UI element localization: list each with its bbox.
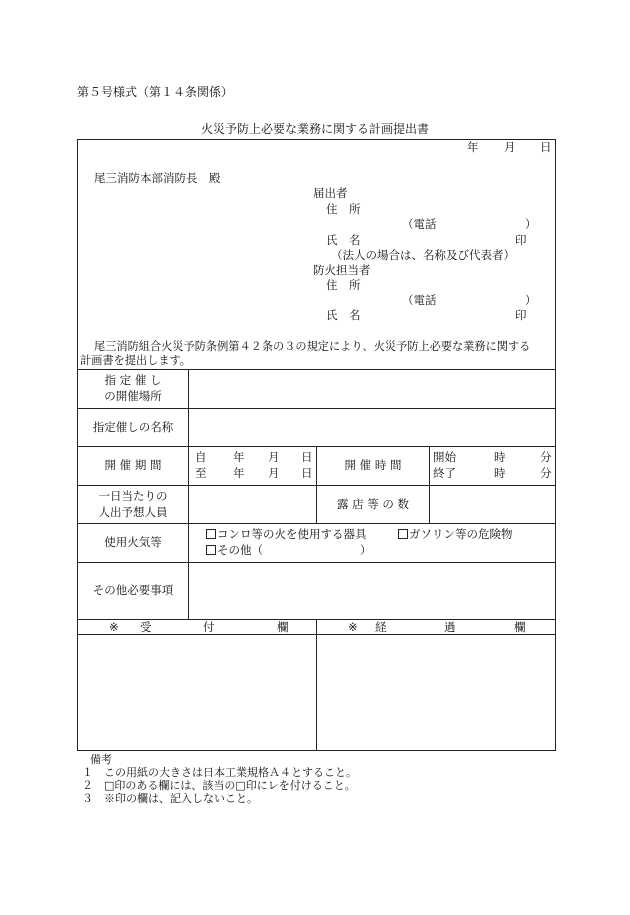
stalls-label: 露 店 等 の 数	[336, 496, 410, 511]
time-end-minute: 分	[540, 466, 552, 480]
notifier-name-label: 氏 名	[326, 233, 361, 247]
checkbox-icon[interactable]	[206, 529, 216, 539]
other-items-input-area[interactable]	[189, 563, 555, 619]
date-day-label: 日	[540, 140, 552, 154]
period-from-day: 日	[301, 450, 313, 464]
note-item-1: １ この用紙の大きさは日本工業規格Ａ４とすること。	[82, 766, 357, 779]
event-name-input-area[interactable]	[189, 409, 555, 446]
notifier-phone-open: （電話	[402, 217, 437, 231]
progress-area	[317, 635, 555, 750]
time-start-minute: 分	[540, 450, 552, 464]
period-label: 開 催 期 間	[104, 458, 162, 473]
time-start-label: 開始	[433, 450, 456, 464]
period-to-month: 月	[268, 466, 280, 480]
venue-label-line-2: の開催場所	[104, 389, 162, 403]
date-year-label: 年	[467, 140, 479, 154]
fire-officer-address-label: 住 所	[326, 278, 361, 292]
time-end-hour: 時	[494, 466, 506, 480]
reception-char-2: 付	[203, 620, 215, 634]
checkbox-icon[interactable]	[398, 529, 408, 539]
fire-officer-seal-mark: 印	[515, 308, 527, 322]
note-item-2: ２ □印のある欄には、該当の□印にレを付けること。	[82, 779, 356, 792]
fire-officer-phone-close: ）	[525, 293, 537, 307]
attendance-label-line-2: 人出予想人員	[98, 504, 168, 519]
period-input-area[interactable]	[189, 447, 316, 485]
statement-line-1: 尾三消防組合火災予防条例第４２条の３の規定により、火災予防上必要な業務に関する	[94, 340, 531, 353]
document-title: 火災予防上必要な業務に関する計画提出書	[200, 122, 429, 136]
statement-line-2: 計画書を提出します。	[80, 354, 191, 367]
progress-char-2: 過	[444, 620, 456, 634]
progress-mark: ※	[348, 620, 358, 634]
fire-option-stove-label: コンロ等の火を使用する器具	[217, 527, 367, 541]
notifier-phone-close: ）	[525, 217, 537, 231]
reception-area	[78, 635, 316, 750]
fire-option-other[interactable]	[206, 545, 263, 557]
application-form-table	[77, 139, 556, 751]
recipient: 尾三消防本部消防長 殿	[94, 171, 221, 185]
fire-officer-phone-open: （電話	[402, 293, 437, 307]
reception-char-3: 欄	[277, 620, 289, 634]
notes-heading: 備考	[90, 753, 112, 766]
reception-mark: ※	[109, 620, 119, 634]
period-from-year: 年	[233, 450, 245, 464]
fire-officer-heading: 防火担当者	[313, 263, 371, 277]
progress-char-1: 経	[375, 620, 387, 634]
form-number: 第５号様式（第１４条関係）	[77, 85, 234, 99]
date-month-label: 月	[504, 140, 516, 154]
fire-option-gasoline-label: ガソリン等の危険物	[409, 527, 513, 541]
attendance-input-area[interactable]	[189, 486, 316, 523]
venue-label-line-1: 指 定 催 し	[104, 373, 162, 388]
note-item-3: ３ ※印の欄は、記入しないこと。	[82, 792, 258, 805]
attendance-label-line-1: 一日当たりの	[98, 488, 168, 503]
time-start-hour: 時	[494, 450, 506, 464]
period-to-year: 年	[233, 466, 245, 480]
corporate-note: （法人の場合は、名称及び代表者）	[331, 248, 515, 262]
fire-option-gasoline[interactable]	[398, 529, 513, 541]
notifier-heading: 届出者	[313, 186, 348, 200]
period-to-label: 至	[195, 466, 207, 480]
fire-officer-name-label: 氏 名	[326, 308, 361, 322]
period-from-label: 自	[195, 450, 207, 464]
fire-option-other-label: その他（	[217, 543, 263, 557]
fire-option-other-close: ）	[360, 543, 372, 557]
time-input-area[interactable]	[430, 447, 555, 485]
notifier-address-label: 住 所	[326, 202, 361, 216]
period-to-day: 日	[301, 466, 313, 480]
checkbox-icon[interactable]	[206, 545, 216, 555]
notifier-seal-mark: 印	[515, 233, 527, 247]
progress-char-3: 欄	[514, 620, 526, 634]
time-label: 開 催 時 間	[344, 458, 402, 473]
fire-use-label: 使用火気等	[104, 535, 162, 550]
fire-option-stove[interactable]	[206, 529, 367, 541]
event-name-label: 指定催しの名称	[92, 419, 174, 434]
other-items-label: その他必要事項	[92, 583, 174, 598]
period-from-month: 月	[268, 450, 280, 464]
venue-input-area[interactable]	[189, 370, 555, 408]
time-end-label: 終了	[433, 466, 456, 480]
reception-char-1: 受	[140, 620, 152, 634]
stalls-input-area[interactable]	[430, 486, 555, 523]
